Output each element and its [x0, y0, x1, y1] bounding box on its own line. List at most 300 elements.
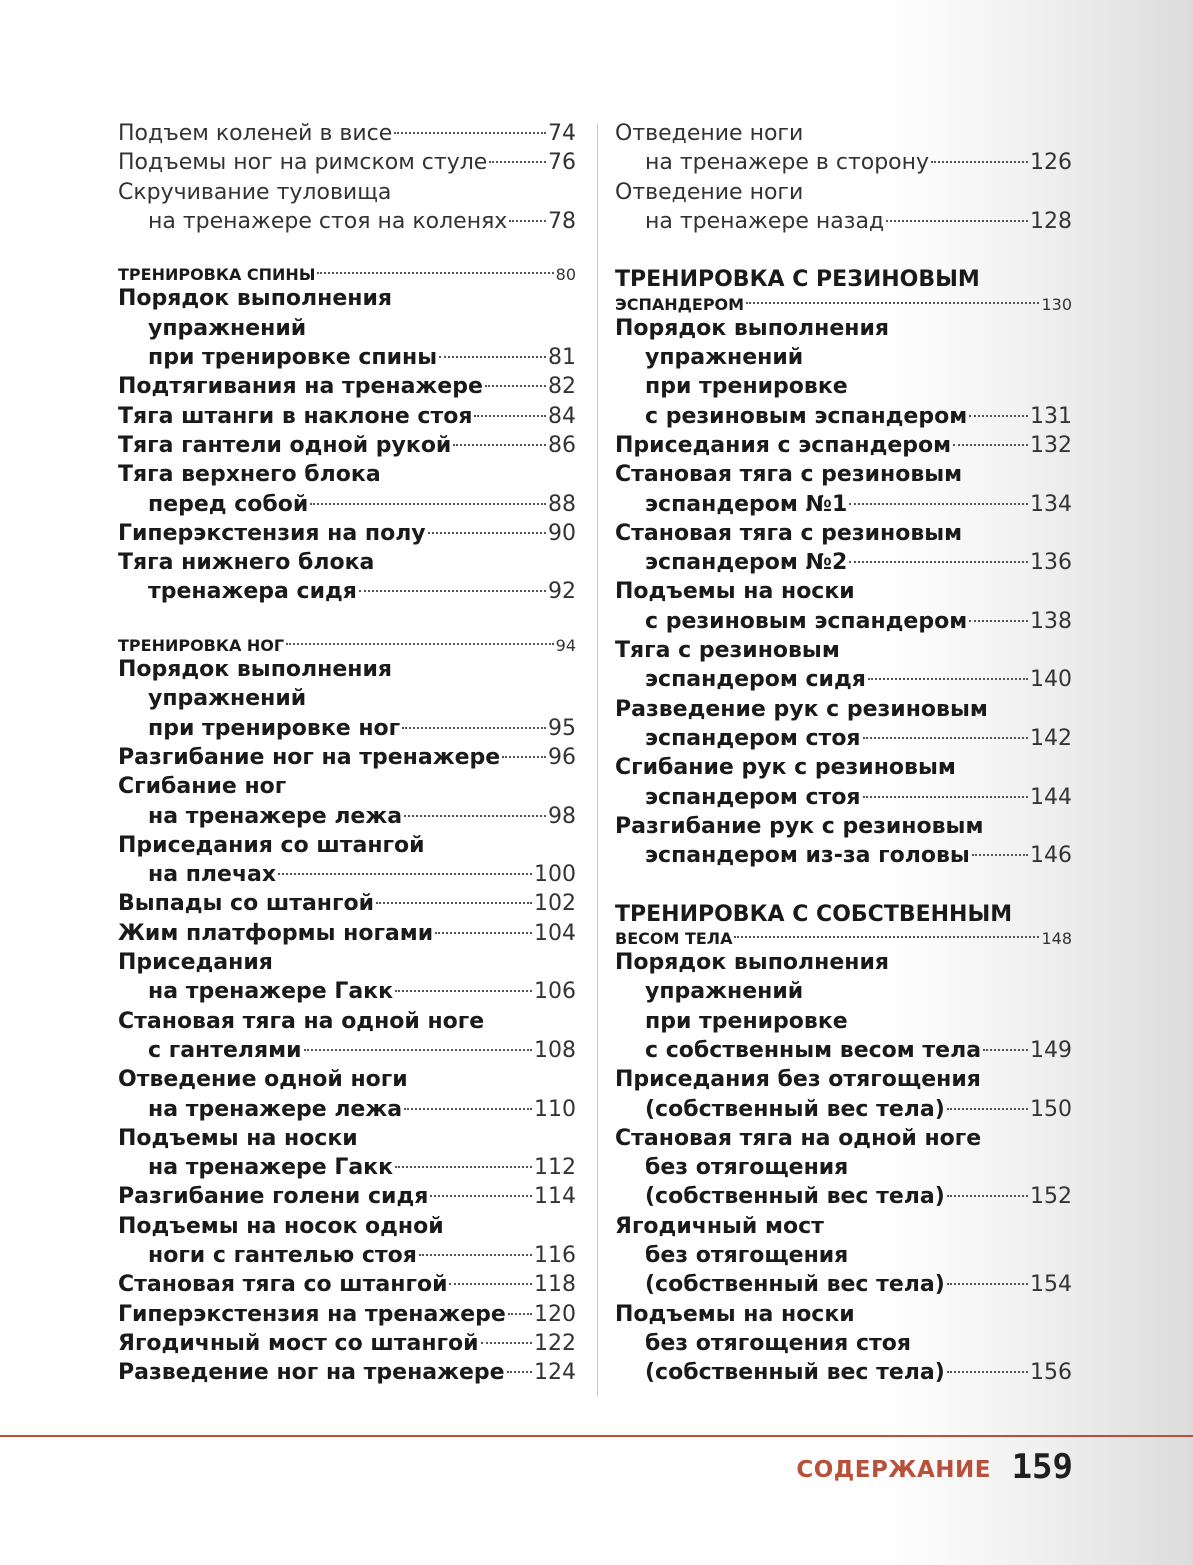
toc-entry-text: при тренировке спины	[148, 345, 438, 371]
toc-entry[interactable]	[118, 919, 576, 948]
toc-entry-text: Отведение ноги	[615, 179, 804, 205]
section-page: 148	[1041, 929, 1072, 949]
toc-entry-text: на тренажере Гакк	[148, 1155, 394, 1181]
toc-entry-text: (собственный вес тела)	[645, 1184, 945, 1210]
toc-entry-line	[118, 372, 576, 401]
toc-entry-text: Становая тяга на одной ноге	[118, 1008, 485, 1034]
toc-entry-text: эспандером сидя	[645, 667, 866, 693]
toc-entry[interactable]	[118, 655, 576, 743]
dot-leader	[453, 444, 546, 446]
toc-entry-line	[615, 948, 1072, 977]
dot-leader	[395, 1166, 532, 1168]
section-title: ТРЕНИРОВКА СПИНЫ	[118, 265, 316, 285]
toc-entry-page: 81	[548, 345, 576, 371]
toc-group-top	[118, 119, 576, 236]
toc-section-entries	[615, 314, 1072, 871]
toc-entry[interactable]	[118, 519, 576, 548]
toc-entry-text: Разгибание ног на тренажере	[118, 744, 501, 770]
toc-entry-line	[118, 1124, 576, 1153]
toc-entry-page: 152	[1030, 1184, 1072, 1210]
dot-leader	[435, 932, 532, 934]
dot-leader	[310, 503, 546, 505]
toc-entry-line	[118, 178, 576, 207]
toc-entry-line	[615, 402, 1072, 431]
toc-entry-line	[118, 1182, 576, 1211]
toc-entry-text: с резиновым эспандером	[645, 403, 968, 429]
toc-entry-text: Подъемы на носки	[118, 1125, 358, 1151]
toc-entry-text: Отведение одной ноги	[118, 1067, 408, 1093]
toc-entry[interactable]	[118, 1300, 576, 1329]
toc-entry-line	[118, 948, 576, 977]
section-title-line1: ТРЕНИРОВКА С СОБСТВЕННЫМ	[615, 901, 1013, 927]
toc-entry-line	[615, 977, 1072, 1006]
toc-entry-line	[615, 1300, 1072, 1329]
toc-entry-text: эспандером стоя	[645, 725, 861, 751]
toc-entry-page: 131	[1030, 403, 1072, 429]
toc-entry-line	[615, 1065, 1072, 1094]
toc-entry[interactable]	[118, 1065, 576, 1124]
toc-entry-text: Порядок выполнения	[118, 657, 392, 683]
toc-entry-text: упражнений	[148, 686, 307, 712]
dot-leader	[868, 678, 1028, 680]
toc-entry-line	[615, 1270, 1072, 1299]
toc-section-heading[interactable]	[615, 295, 1072, 314]
toc-entry-text: Подъем коленей в висе	[118, 121, 393, 146]
toc-entry-line	[615, 343, 1072, 372]
toc-entry-text: на тренажере лежа	[148, 1096, 403, 1122]
toc-entry-text: Подъемы на носки	[615, 1301, 855, 1327]
toc-entry-page: 110	[534, 1096, 576, 1122]
toc-entry-text: Разгибание голени сидя	[118, 1184, 429, 1210]
toc-entry-text: эспандером №1	[645, 491, 848, 517]
toc-entry-text: тренажера сидя	[148, 579, 357, 605]
toc-entry-line	[615, 1124, 1072, 1153]
toc-entry-page: 82	[548, 374, 576, 400]
dot-leader	[983, 1049, 1028, 1051]
toc-entry-page: 98	[548, 803, 576, 829]
toc-section-heading[interactable]	[118, 636, 576, 655]
toc-entry-text: с собственным весом тела	[645, 1037, 982, 1063]
toc-entry-line	[118, 343, 576, 372]
toc-entry-text: Разведение ног на тренажере	[118, 1360, 505, 1386]
toc-entry[interactable]	[118, 831, 576, 890]
toc-entry-text: упражнений	[645, 345, 804, 371]
toc-entry-text: Жим платформы ногами	[118, 920, 434, 946]
toc-entry-text: Сгибание ног	[118, 774, 287, 800]
dot-leader	[953, 444, 1028, 446]
toc-entry-page: 100	[534, 862, 576, 888]
toc-entry-text: при тренировке	[645, 1008, 848, 1034]
toc-entry-text: упражнений	[148, 315, 307, 341]
toc-entry-page: 154	[1030, 1272, 1072, 1298]
dot-leader	[947, 1371, 1028, 1373]
toc-entry[interactable]	[118, 402, 576, 431]
toc-section-heading[interactable]	[118, 265, 576, 284]
toc-entry[interactable]	[118, 1182, 576, 1211]
toc-entry-page: 122	[534, 1330, 576, 1356]
toc-entry-text: Становая тяга на одной ноге	[615, 1125, 982, 1151]
toc-entry-line	[615, 636, 1072, 665]
toc-entry-text: на плечах	[148, 862, 277, 888]
toc-entry-line	[118, 655, 576, 684]
toc-entry-line	[615, 724, 1072, 753]
toc-entry-line	[615, 665, 1072, 694]
dot-leader	[395, 990, 532, 992]
toc-entry[interactable]	[118, 772, 576, 831]
dot-leader	[863, 737, 1028, 739]
toc-entry-text: Тяга гантели одной рукой	[118, 432, 452, 458]
toc-entry-text: Становая тяга с резиновым	[615, 462, 963, 488]
section-title-line1: ТРЕНИРОВКА С РЕЗИНОВЫМ	[615, 267, 980, 293]
dot-leader	[430, 1195, 532, 1197]
dot-leader	[947, 1283, 1028, 1285]
toc-entry[interactable]	[615, 431, 1072, 460]
toc-entry-page: 142	[1030, 725, 1072, 751]
toc-entry-text: (собственный вес тела)	[645, 1360, 945, 1386]
toc-entry-text: Разведение рук с резиновым	[615, 696, 988, 722]
toc-entry-text: Подъемы на носок одной	[118, 1213, 444, 1239]
toc-entry-page: 120	[534, 1301, 576, 1327]
toc-entry-text: Подъемы на носки	[615, 579, 855, 605]
toc-entry[interactable]	[118, 1124, 576, 1183]
toc-entry[interactable]	[118, 284, 576, 372]
toc-entry-line	[118, 1153, 576, 1182]
toc-entry[interactable]	[615, 812, 1072, 871]
section-page: 80	[555, 265, 576, 285]
toc-left-column	[118, 119, 576, 1387]
toc-entry-line	[118, 119, 576, 148]
toc-entry[interactable]	[615, 948, 1072, 1065]
toc-entry[interactable]	[118, 1212, 576, 1271]
toc-entry-page: 124	[534, 1360, 576, 1386]
dot-leader	[359, 590, 546, 592]
toc-entry-page: 106	[534, 979, 576, 1005]
dot-leader	[863, 796, 1028, 798]
toc-entry-page: 114	[534, 1184, 576, 1210]
toc-entry-line	[118, 684, 576, 713]
toc-entry-line	[615, 1212, 1072, 1241]
toc-entry-text: с гантелями	[148, 1037, 302, 1063]
toc-entry-text: (собственный вес тела)	[645, 1096, 945, 1122]
toc-entry[interactable]	[118, 548, 576, 607]
toc-section-heading[interactable]	[615, 929, 1072, 948]
section-title: ТРЕНИРОВКА НОГ	[118, 636, 285, 656]
toc-entry[interactable]	[118, 948, 576, 1007]
toc-entry-line	[118, 1241, 576, 1270]
toc-entry-line	[615, 841, 1072, 870]
toc-entry-page: 136	[1030, 550, 1072, 576]
toc-entry[interactable]	[615, 1065, 1072, 1124]
dot-leader	[474, 415, 546, 417]
dot-leader	[419, 1254, 532, 1256]
dot-leader	[508, 1313, 532, 1315]
toc-section-entries	[118, 655, 576, 1387]
toc-entry-page: 88	[548, 491, 576, 517]
toc-entry-page: 76	[548, 150, 576, 176]
toc-entry-text: без отягощения	[645, 1242, 849, 1268]
toc-entry-line	[615, 178, 1072, 207]
toc-entry-line	[615, 148, 1072, 177]
toc-entry-line	[615, 490, 1072, 519]
toc-entry-line	[615, 753, 1072, 782]
toc-entry-text: на тренажере назад	[645, 208, 885, 234]
dot-leader	[428, 532, 546, 534]
toc-entry-line	[615, 607, 1072, 636]
toc-entry[interactable]	[118, 372, 576, 401]
toc-entry-text: Скручивание туловища	[118, 179, 392, 205]
toc-entry-line	[118, 1300, 576, 1329]
toc-entry-line	[118, 490, 576, 519]
toc-entry-page: 92	[548, 579, 576, 605]
toc-entry-text: перед собой	[148, 491, 309, 517]
toc-entry-text: Приседания с эспандером	[615, 432, 952, 458]
toc-entry-text: ноги с гантелью стоя	[148, 1242, 417, 1268]
dot-leader	[485, 385, 546, 387]
toc-entry[interactable]	[615, 178, 1072, 237]
toc-entry-page: 134	[1030, 491, 1072, 517]
dot-leader	[969, 620, 1028, 622]
dot-leader	[402, 727, 546, 729]
toc-entry-text: упражнений	[645, 979, 804, 1005]
toc-group-top	[615, 119, 1072, 236]
toc-entry-line	[615, 207, 1072, 236]
toc-entry-line	[615, 548, 1072, 577]
dot-leader	[404, 815, 546, 817]
dot-leader	[849, 561, 1028, 563]
toc-entry-page: 140	[1030, 667, 1072, 693]
dot-leader	[886, 220, 1028, 222]
toc-entry-line	[118, 1007, 576, 1036]
footer-section-title: СОДЕРЖАНИЕ	[796, 1457, 991, 1483]
toc-entry-page: 150	[1030, 1096, 1072, 1122]
dot-leader	[734, 936, 1039, 938]
toc-entry-line	[118, 1358, 576, 1387]
toc-entry-page: 156	[1030, 1360, 1072, 1386]
toc-entry-text: Разгибание рук с резиновым	[615, 813, 984, 839]
toc-entry-line	[615, 812, 1072, 841]
toc-entry-line	[615, 372, 1072, 401]
toc-entry-line	[118, 431, 576, 460]
toc-entry-text: Подтягивания на тренажере	[118, 374, 483, 400]
toc-entry-text: Отведение ноги	[615, 121, 804, 146]
dot-leader	[947, 1195, 1028, 1197]
toc-entry-page: 118	[534, 1272, 576, 1298]
toc-entry-text: на тренажере стоя на коленях	[148, 208, 508, 234]
toc-entry-text: Приседания без отягощения	[615, 1067, 981, 1093]
toc-entry-line	[118, 284, 576, 313]
toc-entry-page: 95	[548, 715, 576, 741]
dot-leader	[507, 1371, 532, 1373]
dot-leader	[404, 1108, 532, 1110]
toc-entry[interactable]	[615, 1300, 1072, 1388]
toc-entry-text: на тренажере в сторону	[645, 150, 930, 176]
toc-entry-line	[118, 1036, 576, 1065]
toc-entry[interactable]	[615, 1124, 1072, 1212]
toc-entry-text: Порядок выполнения	[615, 315, 889, 341]
toc-entry-line	[118, 519, 576, 548]
toc-entry[interactable]	[118, 119, 576, 148]
toc-entry-line	[615, 460, 1072, 489]
toc-entry-line	[118, 889, 576, 918]
toc-entry[interactable]	[118, 431, 576, 460]
toc-entry[interactable]	[615, 519, 1072, 578]
dot-leader	[969, 415, 1028, 417]
toc-entry[interactable]	[118, 148, 576, 177]
dot-leader	[509, 220, 546, 222]
toc-entry[interactable]	[615, 460, 1072, 519]
toc-entry-text: Ягодичный мост	[615, 1213, 824, 1239]
toc-entry-text: Гиперэкстензия на полу	[118, 520, 426, 546]
toc-entry[interactable]	[615, 314, 1072, 431]
toc-entry-line	[118, 148, 576, 177]
toc-entry[interactable]	[615, 636, 1072, 695]
toc-entry[interactable]	[118, 1270, 576, 1299]
toc-entry-text: без отягощения	[645, 1155, 849, 1181]
toc-entry-text: на тренажере Гакк	[148, 979, 394, 1005]
dot-leader	[481, 1342, 532, 1344]
toc-entry-page: 149	[1030, 1037, 1072, 1063]
dot-leader	[489, 161, 546, 163]
toc-entry[interactable]	[118, 460, 576, 519]
toc-entry[interactable]	[118, 178, 576, 237]
dot-leader	[278, 873, 532, 875]
dot-leader	[394, 132, 546, 134]
dot-leader	[317, 272, 553, 274]
dot-leader	[376, 902, 532, 904]
toc-entry[interactable]	[615, 753, 1072, 812]
toc-entry[interactable]	[118, 1358, 576, 1387]
toc-entry-line	[615, 1007, 1072, 1036]
toc-entry-text: эспандером стоя	[645, 784, 861, 810]
toc-entry-text: Подъемы ног на римском стуле	[118, 150, 488, 176]
toc-entry-text: Становая тяга с резиновым	[615, 520, 963, 546]
toc-section-bodyweight	[615, 900, 1072, 1388]
toc-entry-page: 74	[548, 121, 576, 146]
dot-leader	[947, 1108, 1028, 1110]
toc-entry-text: Гиперэкстензия на тренажере	[118, 1301, 506, 1327]
toc-entry-line	[118, 402, 576, 431]
toc-entry-line	[118, 460, 576, 489]
dot-leader	[304, 1049, 532, 1051]
toc-entry-line	[118, 548, 576, 577]
toc-entry-text: при тренировке	[645, 374, 848, 400]
toc-entry[interactable]	[615, 119, 1072, 178]
toc-entry-text: Ягодичный мост со штангой	[118, 1330, 479, 1356]
footer-rule	[0, 1435, 1193, 1437]
toc-entry-text: Сгибание рук с резиновым	[615, 755, 956, 781]
toc-entry-line	[615, 519, 1072, 548]
toc-entry-text: Тяга нижнего блока	[118, 550, 375, 576]
dot-leader	[449, 1283, 532, 1285]
column-divider	[597, 124, 598, 1396]
toc-entry-line	[118, 743, 576, 772]
toc-entry-page: 146	[1030, 843, 1072, 869]
section-page: 94	[555, 636, 576, 656]
toc-entry-line	[118, 831, 576, 860]
toc-right-column	[615, 119, 1072, 1387]
toc-entry-line	[118, 1329, 576, 1358]
toc-entry-page: 102	[534, 891, 576, 917]
toc-entry-page: 112	[534, 1155, 576, 1181]
toc-entry[interactable]	[615, 695, 1072, 754]
toc-entry-line	[615, 431, 1072, 460]
toc-entry-page: 126	[1030, 150, 1072, 176]
toc-entry[interactable]	[615, 577, 1072, 636]
toc-entry-line	[118, 207, 576, 236]
toc-entry-text: Приседания	[118, 950, 273, 976]
toc-entry[interactable]	[118, 1329, 576, 1358]
dot-leader	[502, 756, 546, 758]
dot-leader	[849, 503, 1028, 505]
toc-section-band	[615, 265, 1072, 870]
toc-entry-line	[118, 919, 576, 948]
toc-entry-line	[118, 802, 576, 831]
toc-entry-page: 128	[1030, 208, 1072, 234]
toc-entry-text: эспандером №2	[645, 550, 848, 576]
toc-entry[interactable]	[118, 1007, 576, 1066]
toc-entry[interactable]	[118, 889, 576, 918]
toc-entry-line	[615, 1329, 1072, 1358]
toc-entry[interactable]	[615, 1212, 1072, 1300]
toc-entry-line	[118, 977, 576, 1006]
toc-entry-line	[615, 783, 1072, 812]
toc-entry-line	[615, 577, 1072, 606]
toc-entry-text: (собственный вес тела)	[645, 1272, 945, 1298]
toc-entry-line	[615, 119, 1072, 148]
toc-entry-page: 90	[548, 520, 576, 546]
toc-section-entries	[615, 948, 1072, 1387]
dot-leader	[972, 854, 1028, 856]
toc-entry-text: Тяга верхнего блока	[118, 462, 381, 488]
toc-section-entries	[118, 284, 576, 606]
toc-entry-line	[615, 1153, 1072, 1182]
toc-entry-line	[615, 1358, 1072, 1387]
section-title-line2: ЭСПАНДЕРОМ	[615, 294, 745, 314]
toc-entry-text: Порядок выполнения	[118, 286, 392, 312]
toc-entry-text: при тренировке ног	[148, 715, 401, 741]
toc-entry-line	[615, 1095, 1072, 1124]
toc-section-back	[118, 265, 576, 606]
toc-entry-page: 116	[534, 1242, 576, 1268]
toc-entry-page: 104	[534, 920, 576, 946]
toc-entry-text: Становая тяга со штангой	[118, 1272, 448, 1298]
toc-entry-page: 86	[548, 432, 576, 458]
toc-entry-text: эспандером из-за головы	[645, 843, 970, 869]
toc-entry-text: Порядок выполнения	[615, 950, 889, 976]
toc-entry-page: 78	[548, 208, 576, 234]
toc-entry-line	[118, 1212, 576, 1241]
toc-entry-page: 108	[534, 1037, 576, 1063]
toc-entry-line	[615, 1036, 1072, 1065]
toc-entry-text: Приседания со штангой	[118, 832, 425, 858]
toc-entry-line	[118, 577, 576, 606]
toc-entry-line	[118, 714, 576, 743]
dot-leader	[931, 161, 1028, 163]
page-number: 159	[1011, 1447, 1073, 1487]
toc-entry-line	[615, 695, 1072, 724]
toc-entry-line	[118, 772, 576, 801]
toc-entry-text: Тяга с резиновым	[615, 638, 840, 664]
dot-leader	[286, 643, 554, 645]
dot-leader	[439, 356, 546, 358]
toc-section-legs	[118, 636, 576, 1387]
toc-entry-line	[615, 1182, 1072, 1211]
toc-entry[interactable]	[118, 743, 576, 772]
toc-entry-page: 96	[548, 744, 576, 770]
toc-entry-line	[118, 1095, 576, 1124]
toc-entry-text: Тяга штанги в наклоне стоя	[118, 403, 473, 429]
dot-leader	[746, 302, 1039, 304]
